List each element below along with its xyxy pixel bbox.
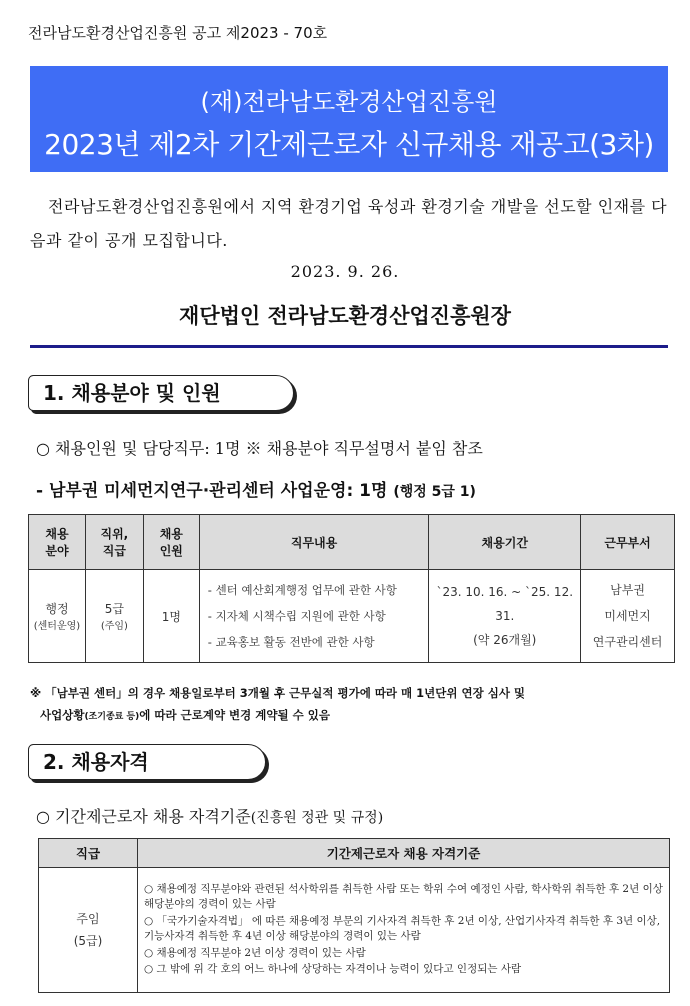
header-criteria: 기간제근로자 채용 자격기준 (138, 839, 670, 868)
note-line-1: ※ 「남부권 센터」의 경우 채용일로부터 3개월 후 근무실적 평가에 따라 매 1년단위 연장 심사 및 (30, 686, 526, 700)
section2-header (28, 744, 266, 780)
issuer-name: 재단법인 전라남도환경산업진흥원장 (179, 304, 511, 328)
banner-org: (재)전라남도환경산업진흥원 (200, 88, 498, 116)
cell-grade: 5급 (주임) (85, 570, 143, 663)
cell-field: 행정 (센터운영) (29, 570, 86, 663)
recruitment-count-line: ○ 채용인원 및 담당직무: 1명 ※ 채용분야 직무설명서 붙임 참조 (36, 439, 483, 458)
criteria-item: ○ 채용예정 직무분야 2년 이상 경력이 있는 사람 (144, 946, 366, 959)
criteria-item: ○ 그 밖에 위 각 호의 어느 하나에 상당하는 자격이나 능력이 있다고 인정되는 사람 (144, 963, 522, 975)
header-dept: 근무부서 (581, 515, 675, 570)
criteria-item: ○ 채용예정 직무분야와 관련된 석사학위를 취득한 사람 또는 학위 수여 예정인 사람, 학사학위 취득한 후 2년 이상 해당분야의 경력이 있는 사람 (144, 882, 663, 910)
table-header-row (39, 839, 670, 868)
table-row (29, 570, 675, 663)
header-period: 채용기간 (429, 515, 581, 570)
cell-dept: 남부권 미세먼지 연구관리센터 (581, 570, 675, 663)
section2-title: 2. 채용자격 (43, 750, 149, 774)
divider (30, 345, 668, 348)
recruitment-detail-main: - 남부권 미세먼지연구·관리센터 사업운영: 1명 (36, 481, 388, 501)
table-row (39, 868, 670, 993)
header-field: 채용 분야 (29, 515, 86, 570)
notice-number: 전라남도환경산업진흥원 공고 제2023 - 70호 (28, 24, 328, 42)
qualification-line: ○ 기간제근로자 채용 자격기준(진흥원 정관 및 규정) (36, 807, 384, 826)
section1-title: 1. 채용분야 및 인원 (43, 381, 221, 405)
cell-count: 1명 (143, 570, 199, 663)
cell-period: `23. 10. 16. ~ `25. 12. 31. (약 26개월) (429, 570, 581, 663)
contract-note (30, 682, 670, 728)
title-banner (30, 66, 668, 172)
cell-criteria (138, 868, 670, 993)
qualification-table (38, 838, 670, 993)
section1-header (28, 375, 294, 411)
header-grade: 직위, 직급 (85, 515, 143, 570)
intro-paragraph: 전라남도환경산업진흥원에서 지역 환경기업 육성과 환경기술 개발을 선도할 인재를 다음과 같이 공개 모집합니다. (30, 197, 668, 250)
header-grade: 직급 (39, 839, 138, 868)
notice-date: 2023. 9. 26. (290, 262, 400, 281)
header-count: 채용 인원 (143, 515, 199, 570)
table-header-row (29, 515, 675, 570)
header-duties: 직무내용 (199, 515, 429, 570)
recruitment-detail-small: (행정 5급 1) (393, 484, 476, 500)
note-line-2: 사업상황(조기종료 등)에 따라 근로계약 변경 계약될 수 있음 (40, 708, 330, 722)
criteria-item: ○ 「국가기술자격법」 에 따른 채용예정 부문의 기사자격 취득한 후 2년 이상, 산업기사자격 취득한 후 3년 이상, 기능사자격 취득한 후 4년 이상 해당분야의 경력이 있는 사람 (144, 914, 661, 942)
cell-duties: - 센터 예산회계행정 업무에 관한 사항 - 지자체 시책수립 지원에 관한 사항 - 교육홍보 활동 전반에 관한 사항 (199, 570, 429, 663)
banner-title: 2023년 제2차 기간제근로자 신규채용 재공고(3차) (44, 128, 654, 161)
recruitment-table (28, 514, 675, 663)
recruitment-detail-line (36, 476, 476, 501)
cell-grade: 주임 (5급) (39, 868, 138, 993)
